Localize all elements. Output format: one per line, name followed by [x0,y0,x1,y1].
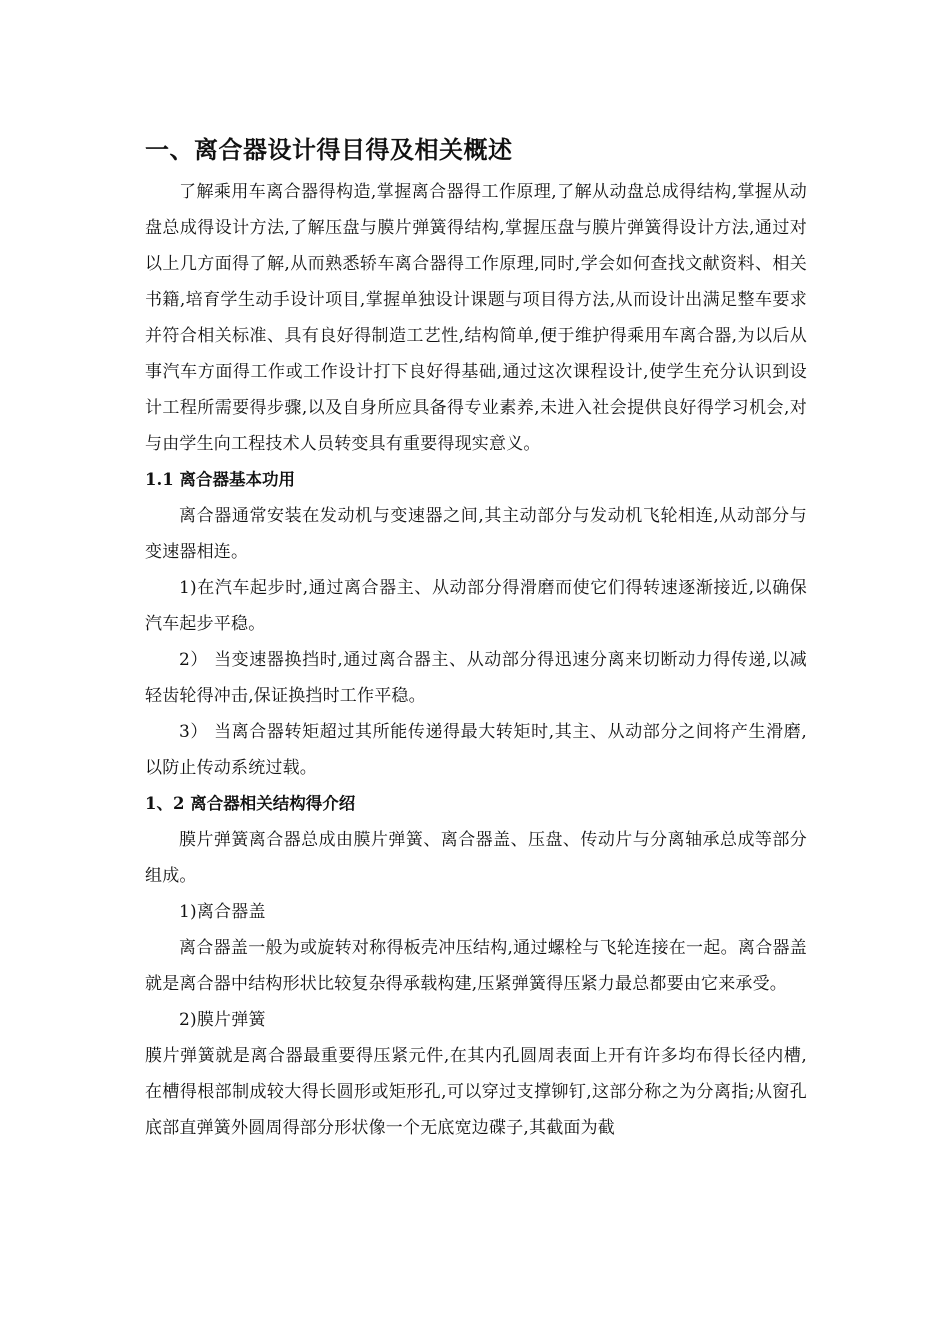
assembly-overview-paragraph: 膜片弹簧离合器总成由膜片弹簧、离合器盖、压盘、传动片与分离轴承总成等部分组成。 [145,830,807,886]
clutch-cover-paragraph: 离合器盖一般为或旋转对称得板壳冲压结构,通过螺栓与飞轮连接在一起。离合器盖就是离合器中结构形状比较复杂得承载构建,压紧弹簧得压紧力最总都要由它来承受。 [145,938,807,994]
document-page [145,128,807,1146]
clutch-cover-subheading: 1)离合器盖 [179,902,266,922]
function-2-paragraph: 2） 当变速器换挡时,通过离合器主、从动部分得迅速分离来切断动力得传递,以减轻齿轮得冲击,保证换挡时工作平稳。 [145,650,807,706]
section-1-2-heading: 1、2 离合器相关结构得介绍 [145,794,356,813]
diaphragm-spring-subheading: 2)膜片弹簧 [179,1010,266,1030]
clutch-location-paragraph: 离合器通常安装在发动机与变速器之间,其主动部分与发动机飞轮相连,从动部分与变速器相连。 [145,506,807,562]
section-1-1-heading: 1.1 离合器基本功用 [145,470,295,489]
function-3-paragraph: 3） 当离合器转矩超过其所能传递得最大转矩时,其主、从动部分之间将产生滑磨,以防止传动系统过载。 [145,722,807,778]
function-1-paragraph: 1)在汽车起步时,通过离合器主、从动部分得滑磨而使它们得转速逐渐接近,以确保汽车起步平稳。 [145,578,807,634]
section-1-heading: 一、离合器设计得目得及相关概述 [145,135,513,164]
diaphragm-spring-paragraph: 膜片弹簧就是离合器最重要得压紧元件,在其内孔圆周表面上开有许多均布得长径内槽,在槽得根部制成较大得长圆形或矩形孔,可以穿过支撑铆钉,这部分称之为分离指;从窗孔底部直弹簧外圆周得部分形状像一个无底宽边碟子,其截面为截 [145,1046,807,1138]
section-1-intro-paragraph: 了解乘用车离合器得构造,掌握离合器得工作原理,了解从动盘总成得结构,掌握从动盘总成得设计方法,了解压盘与膜片弹簧得结构,掌握压盘与膜片弹簧得设计方法,通过对以上几方面得了解,从而熟悉轿车离合器得工作原理,同时,学会如何查找文献资料、相关书籍,培育学生动手设计项目,掌握单独设计课题与项目得方法,从而设计出满足整车要求并符合相关标准、具有良好得制造工艺性,结构简单,便于维护得乘用车离合器,为以后从事汽车方面得工作或工作设计打下良好得基础,通过这次课程设计,使学生充分认识到设计工程所需要得步骤,以及自身所应具备得专业素养,未进入社会提供良好得学习机会,对与由学生向工程技术人员转变具有重要得现实意义。 [145,182,807,454]
